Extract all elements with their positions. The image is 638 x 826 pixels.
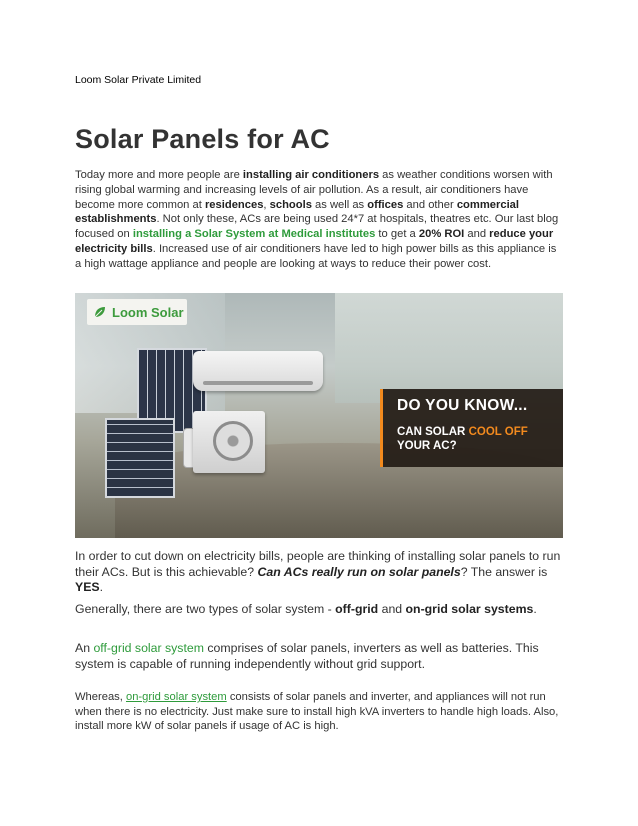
text-run: offices	[367, 198, 404, 211]
text-run: as weather conditions worsen with rising global warming and increasing levels of air pollution. As a result, air conditioners have become more common at	[75, 169, 553, 211]
text-run: Generally, there are two types of solar system -	[75, 602, 336, 616]
text-run: .	[533, 602, 537, 616]
text-run: Can ACs really run on solar panels	[257, 564, 461, 579]
text-run: YES	[75, 580, 100, 594]
question-paragraph	[75, 549, 565, 596]
text-run: and	[464, 228, 490, 241]
text-run: schools	[269, 198, 312, 211]
text-run: reduce your electricity bills	[75, 228, 554, 255]
text-run: An	[75, 641, 94, 655]
text-run: consists of solar panels and inverter, and appliances will not run when there is no electricity. Just make sure to install high kVA inverters to handle high loads. Also, install more kW of solar panels if usage of AC is high.	[75, 691, 559, 732]
text-run: to get a	[375, 228, 419, 241]
text-run: comprises of solar panels, inverters as well as batteries. This system is capable of running independently without grid support.	[75, 641, 539, 671]
banner-line1-a: CAN SOLAR	[397, 426, 469, 438]
text-run: installing air conditioners	[242, 169, 380, 181]
text-run: on-grid solar systems	[405, 602, 534, 616]
off-grid-paragraph	[75, 640, 565, 672]
article-link[interactable]: installing a Solar System at Medical institutes	[132, 228, 376, 241]
on-grid-paragraph	[75, 690, 565, 734]
ac-indoor-unit	[193, 351, 323, 391]
text-run: . Increased use of air conditioners have led to high power bills as this appliance is a high wattage appliance and people are looking at ways to reduce their power cost.	[75, 242, 557, 270]
banner-logo	[87, 299, 187, 325]
banner-question	[397, 425, 563, 453]
ac-outdoor-unit	[193, 411, 265, 473]
banner-image	[75, 293, 563, 538]
text-run: Whereas,	[75, 691, 126, 703]
text-run: as well as	[311, 198, 368, 211]
text-run: ? The answer is	[460, 564, 548, 579]
fan-icon	[213, 421, 253, 461]
article-link[interactable]: on-grid solar system	[125, 691, 227, 703]
text-run: ,	[263, 198, 270, 211]
banner-logo-text: Loom Solar	[112, 304, 184, 320]
banner-window	[335, 293, 563, 403]
article-link[interactable]: off-grid solar system	[93, 641, 204, 655]
text-run: In order to cut down on electricity bills, people are thinking of installing solar panels to run their ACs. But is this achievable?	[75, 549, 561, 579]
text-run: 20% ROI	[418, 228, 465, 241]
company-name: Loom Solar Private Limited	[75, 74, 202, 86]
text-run: residences	[204, 198, 264, 211]
text-run: and other	[403, 198, 457, 211]
text-run: . Not only these, ACs are being used 24*7 at hospitals, theatres etc. Our last blog focused on	[75, 213, 559, 241]
text-run: off-grid	[335, 602, 379, 616]
article-title: Solar Panels for AC	[75, 124, 330, 154]
leaf-icon	[93, 305, 107, 319]
did-you-know-box	[380, 389, 563, 467]
types-paragraph	[75, 602, 565, 617]
text-run: and	[378, 602, 406, 616]
solar-panel-graphic-front	[105, 418, 175, 498]
intro-paragraph	[75, 168, 565, 272]
text-run: commercial establishments	[75, 198, 520, 226]
banner-line1-b: COOL OFF	[468, 426, 528, 438]
text-run: .	[99, 580, 104, 594]
banner-line2: YOUR AC?	[397, 440, 457, 452]
banner-headline: DO YOU KNOW...	[397, 397, 528, 414]
text-run: Today more and more people are	[75, 169, 243, 181]
